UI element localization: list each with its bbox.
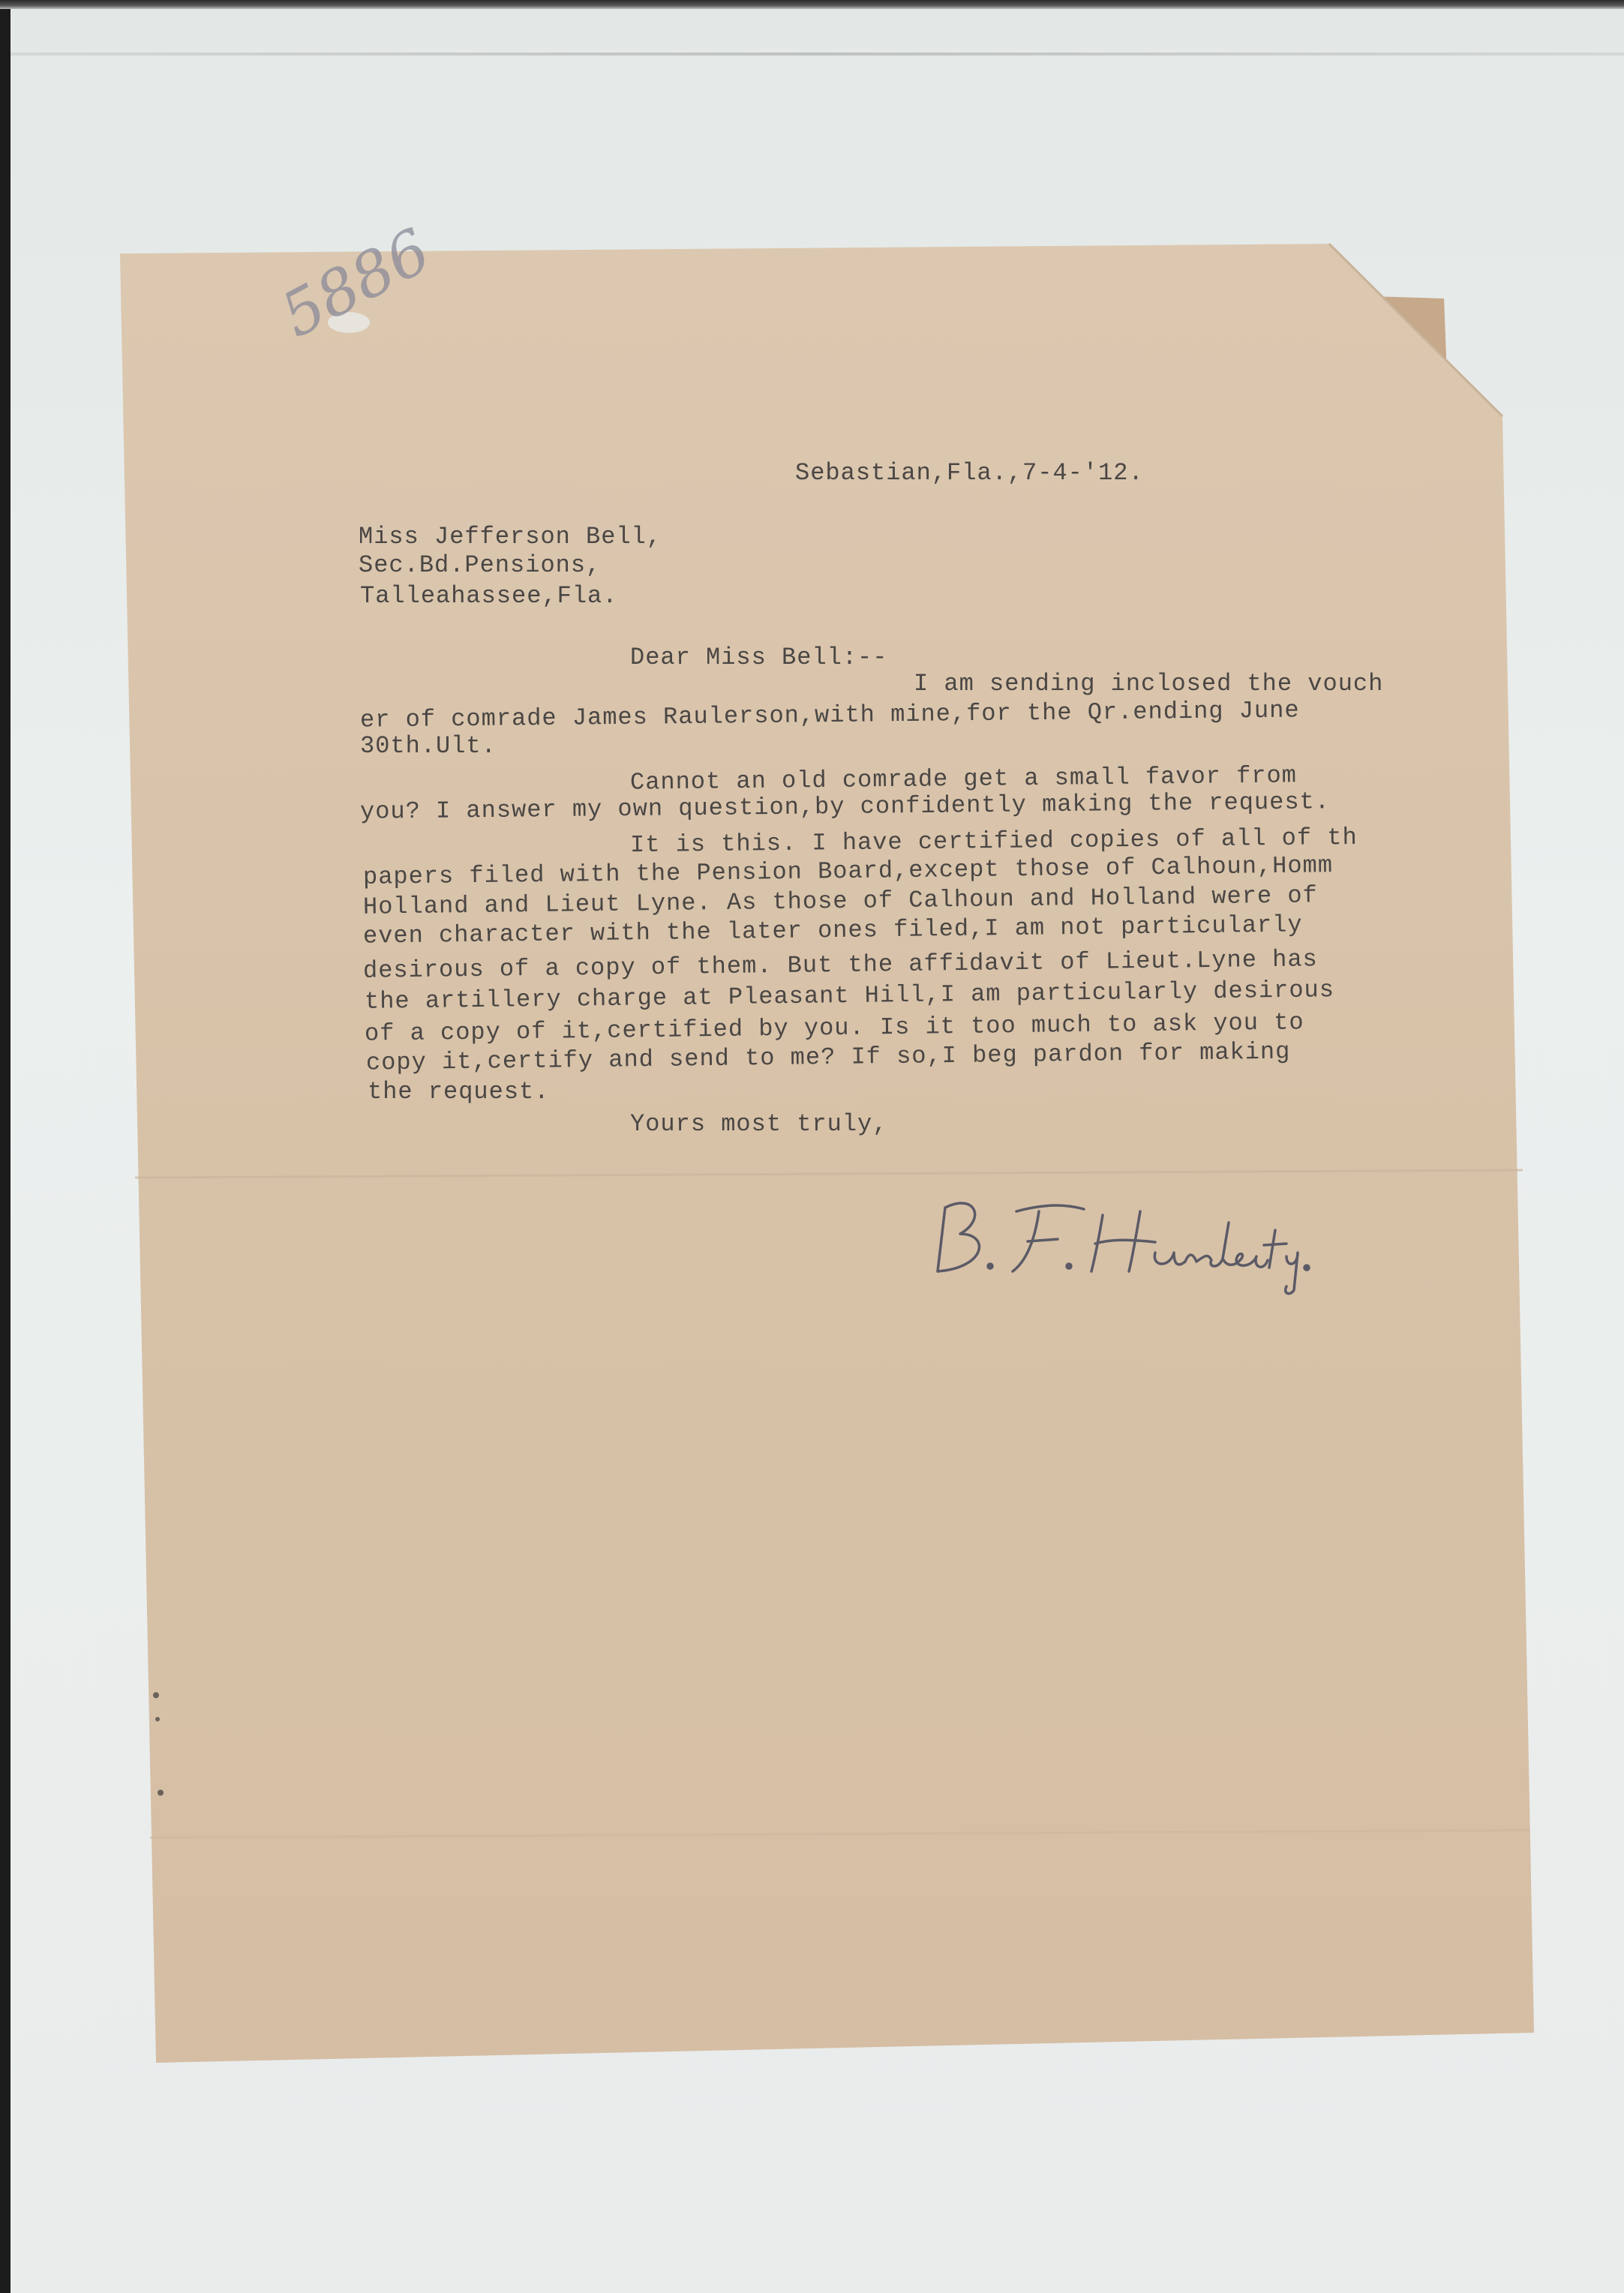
address-line-1: Miss Jefferson Bell,	[359, 523, 662, 551]
dateline: Sebastian,Fla.,7-4-'12.	[795, 459, 1144, 487]
body-line-6: It is this. I have certified copies of all of th	[629, 823, 1358, 860]
body-line-11: the artillery charge at Pleasant Hill,I am particularly desirous	[364, 976, 1335, 1016]
signature	[915, 1178, 1320, 1298]
body-line-3: 30th.Ult.	[360, 732, 497, 760]
body-line-4: Cannot an old comrade get a small favor from	[629, 761, 1298, 797]
salutation: Dear Miss Bell:--	[630, 644, 888, 671]
body-line-13: copy it,certify and send to me? If so,I beg pardon for making	[365, 1037, 1291, 1077]
body-line-10: desirous of a copy of them. But the affidavit of Lieut.Lyne has	[362, 945, 1318, 985]
body-line-14: the request.	[368, 1078, 550, 1106]
archive-number: 5886	[270, 215, 442, 352]
body-line-5: you? I answer my own question,by confidently making the request.	[359, 788, 1331, 826]
signature-drawing	[915, 1178, 1320, 1298]
body-line-1: I am sending inclosed the vouch	[914, 670, 1384, 698]
body-line-2: er of comrade James Raulerson,with mine,for the Qr.ending June	[359, 696, 1300, 734]
body-line-9: even character with the later ones filed,I am not particularly	[362, 911, 1303, 950]
address-line-2: Sec.Bd.Pensions,	[359, 551, 602, 579]
body-line-7: papers filed with the Pension Board,except those of Calhoun,Homm	[362, 851, 1334, 891]
body-line-8: Holland and Lieut Lyne. As those of Calhoun and Holland were of	[362, 881, 1318, 921]
closing: Yours most truly,	[630, 1110, 888, 1138]
address-line-3: Talleahassee,Fla.	[360, 582, 618, 610]
body-line-12: of a copy of it,certified by you. Is it too much to ask you to	[364, 1008, 1304, 1048]
